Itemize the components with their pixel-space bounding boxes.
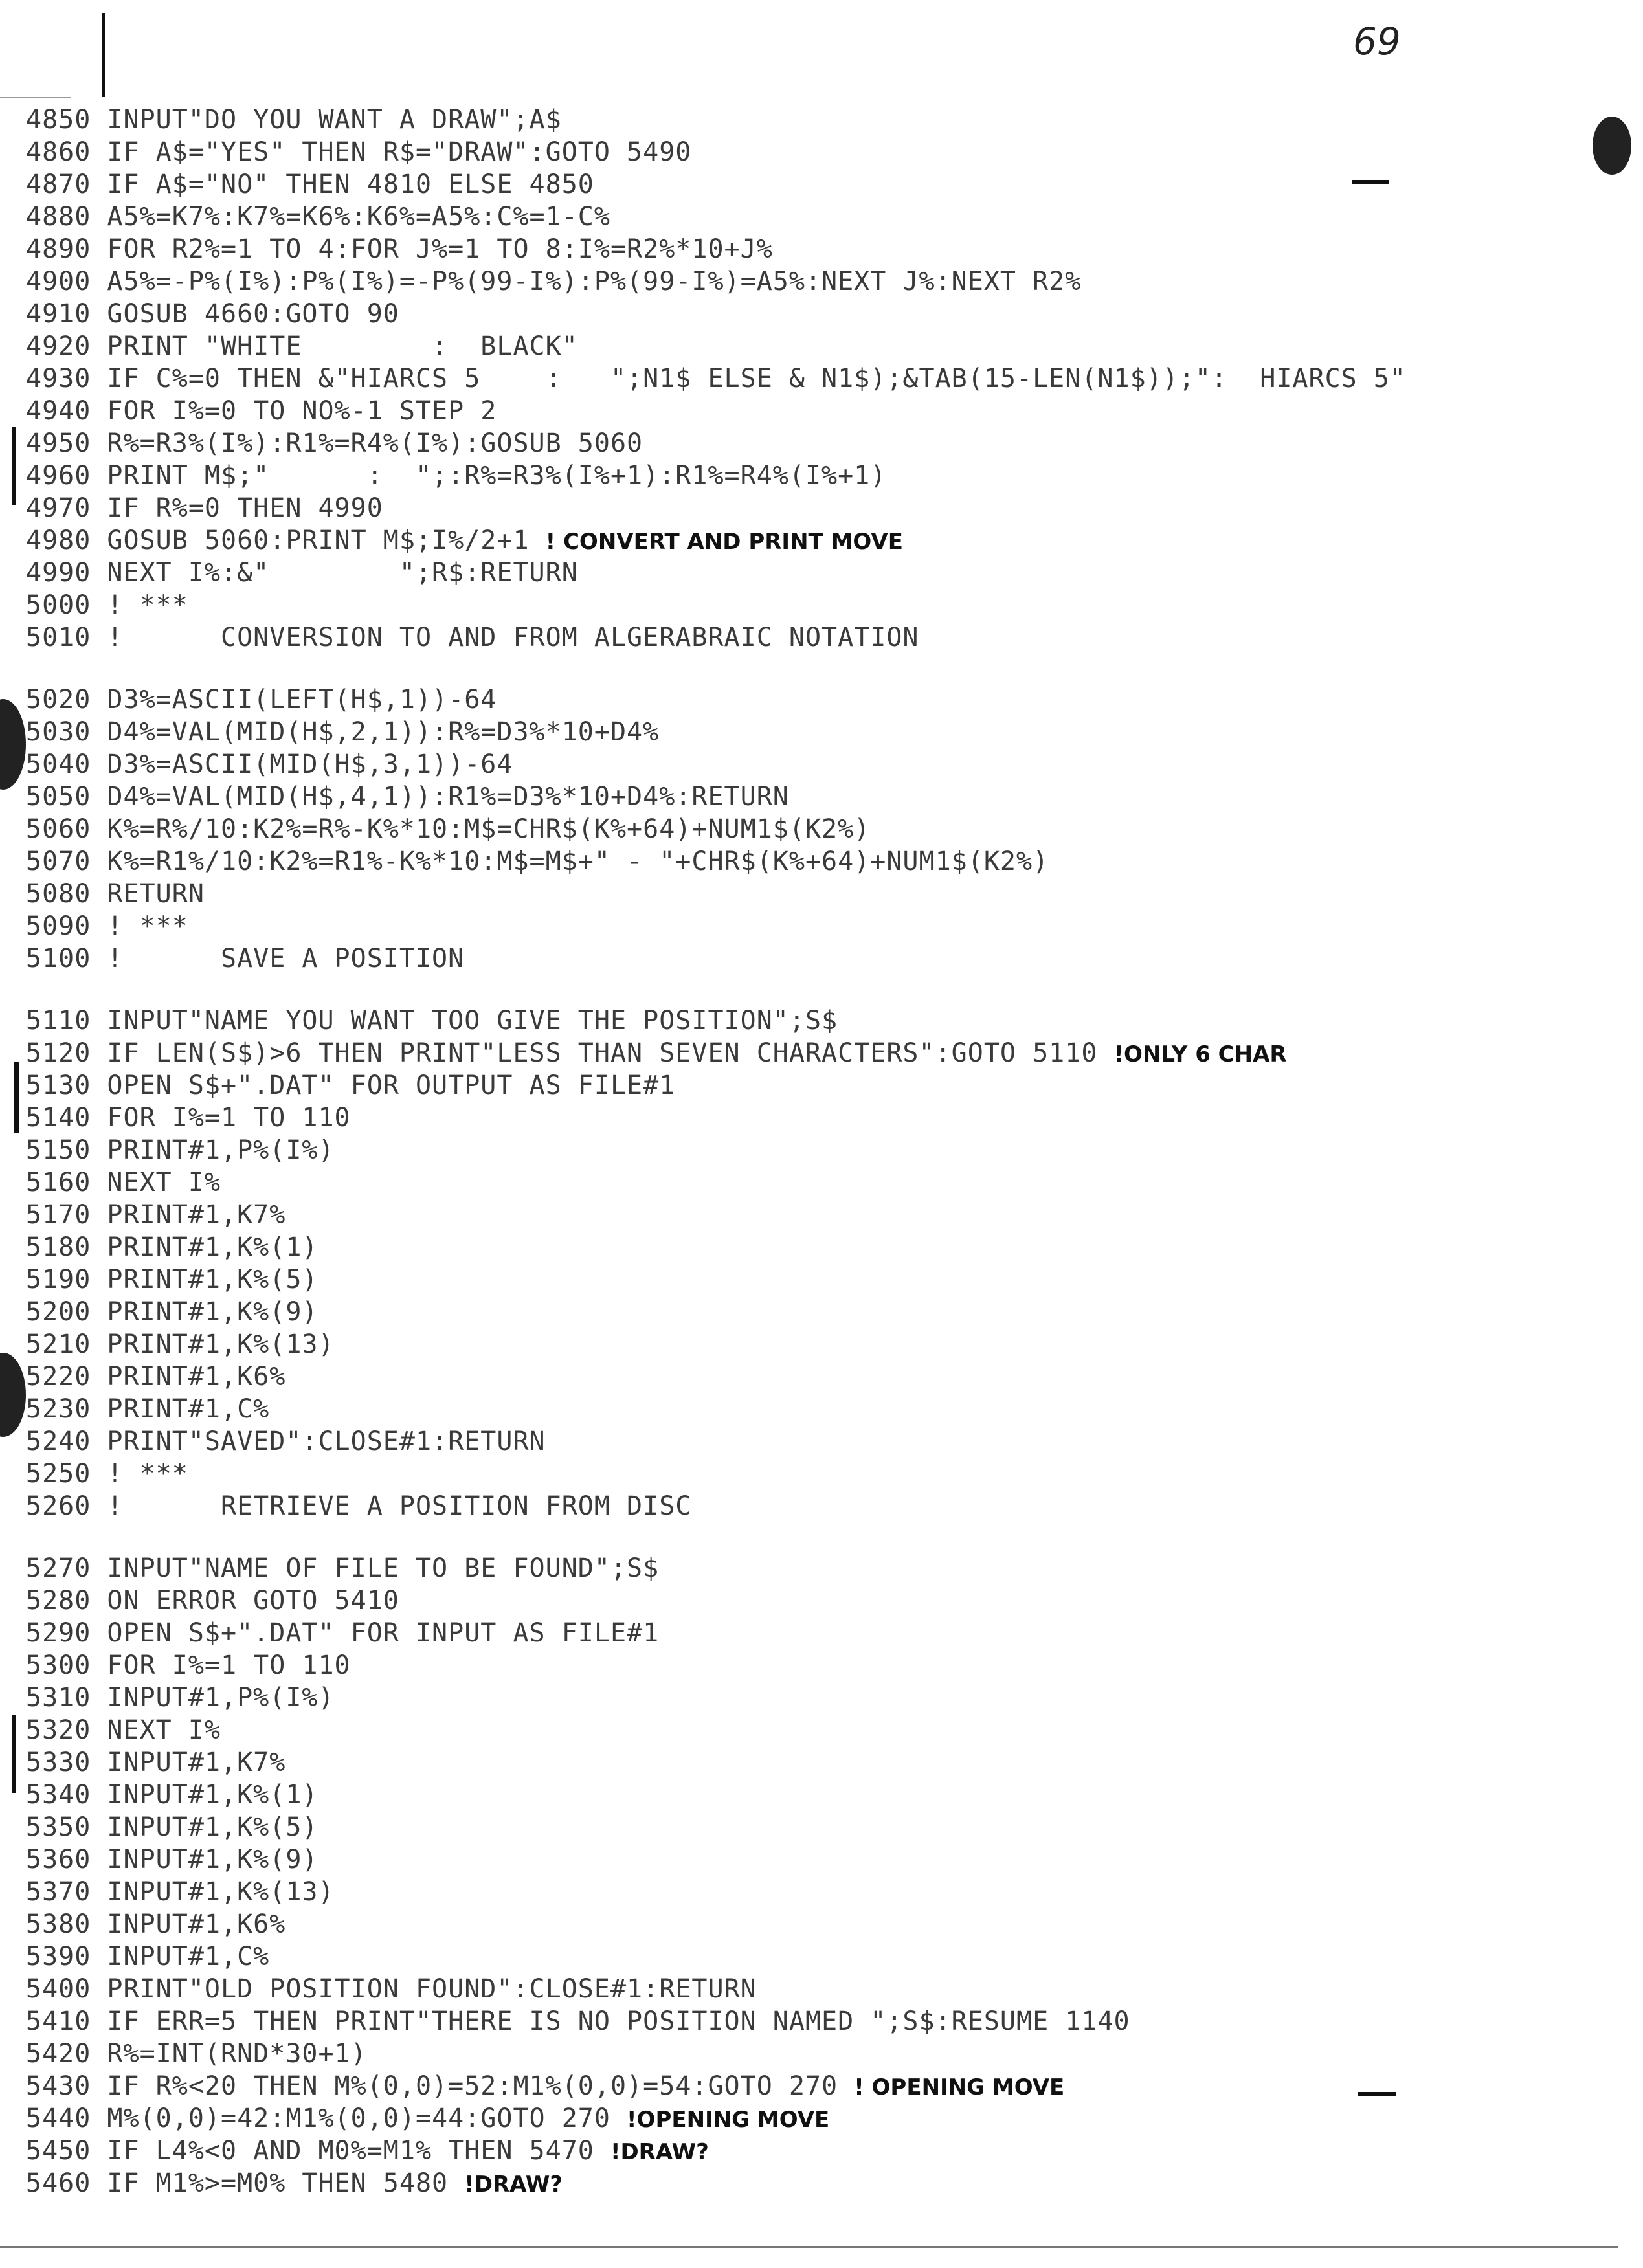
code-line [26, 557, 1631, 589]
code-text: 5300 FOR I%=1 TO 110 [26, 1651, 351, 1680]
punch-hole-1 [0, 699, 26, 790]
code-text: 4870 IF A$="NO" THEN 4810 ELSE 4850 [26, 170, 594, 199]
code-line [26, 136, 1631, 168]
code-line [26, 1682, 1631, 1714]
punch-hole-2 [0, 1353, 26, 1437]
code-line [26, 1134, 1631, 1166]
scan-edge-line [0, 97, 71, 98]
margin-bar-3 [12, 1715, 16, 1793]
code-text: 5000 ! *** [26, 590, 188, 620]
code-line [26, 2135, 1631, 2167]
code-line [26, 427, 1631, 460]
code-line [26, 1069, 1631, 1102]
code-line [26, 104, 1631, 136]
code-text: 5070 K%=R1%/10:K2%=R1%-K%*10:M$=M$+" - "+CHR$(K%+64)+NUM1$(K2%) [26, 847, 1049, 876]
code-line [26, 1328, 1631, 1361]
code-line [26, 813, 1631, 845]
handwritten-note: !DRAW? [464, 2172, 563, 2197]
code-text: 5380 INPUT#1,K6% [26, 1909, 286, 1939]
code-line [26, 1005, 1631, 1037]
code-text: 5250 ! *** [26, 1459, 188, 1489]
handwritten-note: !OPENING MOVE [627, 2107, 830, 2133]
code-line [26, 684, 1631, 716]
code-text: 5360 INPUT#1,K%(9) [26, 1845, 319, 1874]
code-line [26, 1166, 1631, 1199]
code-line [26, 1393, 1631, 1425]
code-text: 5410 IF ERR=5 THEN PRINT"THERE IS NO POSITION NAMED ";S$:RESUME 1140 [26, 2007, 1130, 2036]
code-text: 4990 NEXT I%:&" ";R$:RETURN [26, 558, 578, 588]
code-line [26, 1973, 1631, 2005]
code-text: 5150 PRINT#1,P%(I%) [26, 1135, 335, 1165]
code-text: 4980 GOSUB 5060:PRINT M$;I%/2+1 [26, 526, 546, 555]
code-line [26, 1843, 1631, 1876]
code-line [26, 524, 1631, 557]
code-text: 5090 ! *** [26, 911, 188, 941]
code-text: 4860 IF A$="YES" THEN R$="DRAW":GOTO 5490 [26, 137, 692, 167]
code-line [26, 845, 1631, 878]
code-line [26, 1458, 1631, 1490]
handwritten-note: ! OPENING MOVE [854, 2074, 1065, 2100]
code-text: 5310 INPUT#1,P%(I%) [26, 1683, 335, 1713]
code-line [26, 2038, 1631, 2070]
code-line [26, 1811, 1631, 1843]
code-line [26, 460, 1631, 492]
code-text: 5440 M%(0,0)=42:M1%(0,0)=44:GOTO 270 [26, 2104, 627, 2133]
code-text: 5020 D3%=ASCII(LEFT(H$,1))-64 [26, 685, 497, 715]
code-text: 4880 A5%=K7%:K7%=K6%:K6%=A5%:C%=1-C% [26, 202, 610, 232]
code-line [26, 1779, 1631, 1811]
code-line [26, 1037, 1631, 1069]
code-text: 5100 ! SAVE A POSITION [26, 944, 465, 973]
code-text: 5110 INPUT"NAME YOU WANT TOO GIVE THE POSITION";S$ [26, 1006, 838, 1036]
handwritten-note: ! CONVERT AND PRINT MOVE [545, 529, 903, 555]
code-line [26, 942, 1631, 975]
code-text: 5370 INPUT#1,K%(13) [26, 1877, 335, 1907]
code-line [26, 2005, 1631, 2038]
code-text: 5430 IF R%<20 THEN M%(0,0)=52:M1%(0,0)=54:GOTO 270 [26, 2071, 855, 2101]
code-text: 5260 ! RETRIEVE A POSITION FROM DISC [26, 1491, 692, 1521]
code-text: 4890 FOR R2%=1 TO 4:FOR J%=1 TO 8:I%=R2%*10+J% [26, 234, 773, 264]
code-text: 5080 RETURN [26, 879, 205, 909]
program-listing [26, 104, 1631, 2199]
code-text: 5120 IF LEN(S$)>6 THEN PRINT"LESS THAN SEVEN CHARACTERS":GOTO 5110 [26, 1038, 1114, 1068]
code-text: 5280 ON ERROR GOTO 5410 [26, 1586, 399, 1616]
margin-bar-1 [12, 427, 16, 505]
code-line [26, 362, 1631, 395]
code-line [26, 781, 1631, 813]
code-line [26, 716, 1631, 748]
code-line [26, 748, 1631, 781]
code-text: 5460 IF M1%>=M0% THEN 5480 [26, 2168, 465, 2198]
page-number: 69 [1353, 19, 1401, 63]
code-line [26, 878, 1631, 910]
handwritten-note: !DRAW? [610, 2139, 709, 2165]
code-text: 5180 PRINT#1,K%(1) [26, 1232, 319, 1262]
code-line [26, 1876, 1631, 1908]
code-text: 4940 FOR I%=0 TO NO%-1 STEP 2 [26, 396, 497, 426]
code-line [26, 1940, 1631, 1973]
code-line [26, 330, 1631, 362]
bottom-scan-line [0, 2246, 1618, 2248]
code-text: 5030 D4%=VAL(MID(H$,2,1)):R%=D3%*10+D4% [26, 717, 660, 747]
code-line [26, 233, 1631, 265]
code-text: 4910 GOSUB 4660:GOTO 90 [26, 299, 399, 329]
code-text: 5420 R%=INT(RND*30+1) [26, 2039, 367, 2069]
code-line [26, 1199, 1631, 1231]
code-text: 5230 PRINT#1,C% [26, 1394, 270, 1424]
code-line [26, 621, 1631, 654]
code-line [26, 298, 1631, 330]
code-line [26, 1490, 1631, 1522]
code-line [26, 2167, 1631, 2199]
code-text: 4930 IF C%=0 THEN &"HIARCS 5 : ";N1$ ELSE & N1$);&TAB(15-LEN(N1$));": HIARCS 5" [26, 364, 1406, 394]
code-text: 4920 PRINT "WHITE : BLACK" [26, 331, 578, 361]
code-text: 5140 FOR I%=1 TO 110 [26, 1103, 351, 1133]
code-text: 5200 PRINT#1,K%(9) [26, 1297, 319, 1327]
code-text: 5210 PRINT#1,K%(13) [26, 1329, 335, 1359]
code-line [26, 2102, 1631, 2135]
code-text: 5240 PRINT"SAVED":CLOSE#1:RETURN [26, 1427, 546, 1456]
code-text: 4970 IF R%=0 THEN 4990 [26, 493, 383, 523]
code-text: 5050 D4%=VAL(MID(H$,4,1)):R1%=D3%*10+D4%:RETURN [26, 782, 789, 812]
margin-bar-2 [14, 1062, 19, 1133]
code-line [26, 1746, 1631, 1779]
code-line [26, 492, 1631, 524]
code-line [26, 1552, 1631, 1584]
code-line [26, 168, 1631, 201]
code-line [26, 1714, 1631, 1746]
code-text: 4850 INPUT"DO YOU WANT A DRAW";A$ [26, 105, 562, 135]
code-text: 5170 PRINT#1,K7% [26, 1200, 286, 1230]
code-line [26, 1584, 1631, 1617]
code-text: 4950 R%=R3%(I%):R1%=R4%(I%):GOSUB 5060 [26, 428, 643, 458]
code-line [26, 1296, 1631, 1328]
code-text: 5390 INPUT#1,C% [26, 1942, 270, 1972]
code-line [26, 1102, 1631, 1134]
code-line [26, 1231, 1631, 1263]
code-text: 5010 ! CONVERSION TO AND FROM ALGERABRAIC NOTATION [26, 623, 919, 652]
code-text: 5400 PRINT"OLD POSITION FOUND":CLOSE#1:RETURN [26, 1974, 757, 2004]
code-line [26, 395, 1631, 427]
code-line [26, 589, 1631, 621]
code-line [26, 1649, 1631, 1682]
code-line [26, 1263, 1631, 1296]
code-text: 4960 PRINT M$;" : ";:R%=R3%(I%+1):R1%=R4%(I%+1) [26, 461, 887, 491]
code-line [26, 201, 1631, 233]
code-line [26, 2070, 1631, 2102]
code-text: 5320 NEXT I% [26, 1715, 221, 1745]
binding-mark-top [102, 13, 105, 97]
code-text: 5130 OPEN S$+".DAT" FOR OUTPUT AS FILE#1 [26, 1071, 676, 1100]
code-line [26, 1425, 1631, 1458]
code-text: 4900 A5%=-P%(I%):P%(I%)=-P%(99-I%):P%(99-I%)=A5%:NEXT J%:NEXT R2% [26, 267, 1082, 296]
code-line [26, 1361, 1631, 1393]
code-line [26, 910, 1631, 942]
code-text: 5040 D3%=ASCII(MID(H$,3,1))-64 [26, 750, 513, 779]
code-text: 5450 IF L4%<0 AND M0%=M1% THEN 5470 [26, 2136, 610, 2166]
code-text: 5350 INPUT#1,K%(5) [26, 1812, 319, 1842]
code-text: 5160 NEXT I% [26, 1168, 221, 1197]
handwritten-note: !ONLY 6 CHAR [1113, 1041, 1287, 1067]
code-text: 5340 INPUT#1,K%(1) [26, 1780, 319, 1810]
code-text: 5190 PRINT#1,K%(5) [26, 1265, 319, 1295]
code-text: 5270 INPUT"NAME OF FILE TO BE FOUND";S$ [26, 1553, 660, 1583]
code-line [26, 265, 1631, 298]
code-text: 5060 K%=R%/10:K2%=R%-K%*10:M$=CHR$(K%+64)+NUM1$(K2%) [26, 814, 871, 844]
code-line [26, 1908, 1631, 1940]
code-text: 5290 OPEN S$+".DAT" FOR INPUT AS FILE#1 [26, 1618, 660, 1648]
code-text: 5330 INPUT#1,K7% [26, 1748, 286, 1777]
code-line [26, 1617, 1631, 1649]
code-text: 5220 PRINT#1,K6% [26, 1362, 286, 1392]
